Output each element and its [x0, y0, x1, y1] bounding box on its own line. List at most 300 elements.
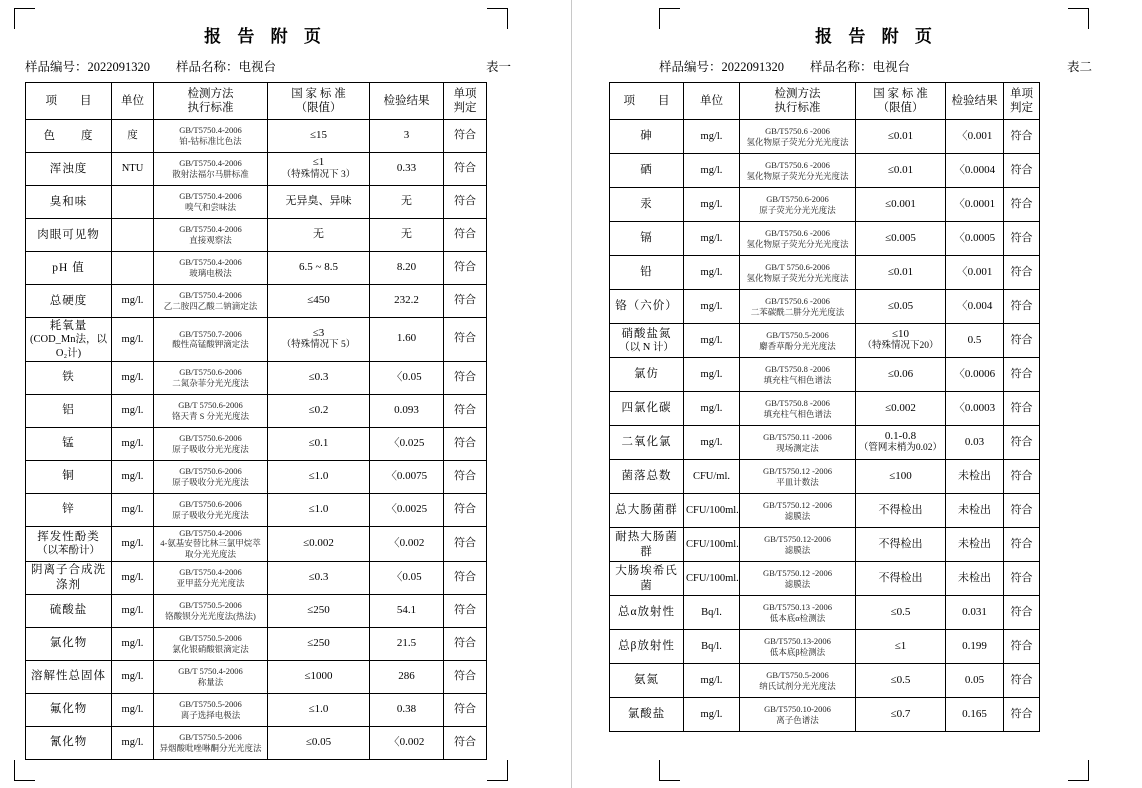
cell-method — [740, 256, 856, 290]
sample-name: 样品名称：电视台 — [176, 60, 277, 74]
cell-item: 锰 — [26, 427, 112, 460]
cell-standard-limit — [856, 528, 946, 562]
method-description: 氯化银硝酸银滴定法 — [172, 643, 249, 654]
cell-standard-limit — [856, 630, 946, 664]
cell-unit: mg/l. — [684, 698, 740, 732]
standard-limit-value: 0.1-0.8 — [884, 429, 917, 442]
cell-judgement: 符合 — [1004, 324, 1040, 358]
cell-method — [740, 222, 856, 256]
cell-item: 总β放射性 — [610, 630, 684, 664]
method-description: 原子吸收分光光度法 — [172, 443, 249, 454]
method-description: 嗅气和尝味法 — [184, 202, 236, 212]
method-description: 二氮杂菲分光光度法 — [172, 377, 249, 388]
cell-result: 〈0.001 — [946, 256, 1004, 290]
method-standard-code: GB/T5750.5-2006 — [179, 698, 242, 709]
cell-result: 8.20 — [370, 252, 444, 285]
method-standard-code: GB/T5750.6 -2006 — [765, 159, 830, 170]
cell-item: 挥发性酚类 （以苯酚计） — [26, 526, 112, 561]
cell-result: 无 — [370, 186, 444, 219]
cell-judgement: 符合 — [444, 120, 487, 153]
cell-unit: mg/l. — [684, 120, 740, 154]
method-standard-code: GB/T5750.6-2006 — [179, 367, 242, 377]
cell-judgement: 符合 — [1004, 698, 1040, 732]
table-row — [26, 361, 487, 394]
cell-unit: CFU/100ml. — [684, 494, 740, 528]
cell-standard-limit — [268, 660, 370, 693]
header-method: 检测方法 执行标准 — [154, 83, 268, 120]
table-row — [610, 528, 1040, 562]
standard-limit-note: （特殊情况下20） — [862, 341, 939, 352]
cell-standard-limit — [856, 290, 946, 324]
standard-limit-value: 不得检出 — [878, 503, 923, 516]
cell-method — [740, 630, 856, 664]
method-standard-code: GB/T5750.12 -2006 — [763, 499, 832, 510]
cell-judgement: 符合 — [1004, 494, 1040, 528]
method-standard-code: GB/T5750.6-2006 — [179, 433, 242, 443]
standard-limit-value: 无异臭、异味 — [285, 195, 352, 208]
cell-item: 臭和味 — [26, 186, 112, 219]
table-row — [26, 120, 487, 153]
cell-item: 氯酸盐 — [610, 698, 684, 732]
cell-result: 未检出 — [946, 562, 1004, 596]
method-description: 二苯碳酰二肼分光光度法 — [750, 306, 845, 317]
cell-result: 0.165 — [946, 698, 1004, 732]
table-name: 表一 — [485, 60, 511, 74]
cell-result: 〈0.004 — [946, 290, 1004, 324]
cell-method — [154, 120, 268, 153]
table-row — [26, 493, 487, 526]
cell-unit: CFU/100ml. — [684, 562, 740, 596]
cell-standard-limit — [268, 493, 370, 526]
method-description: 玻璃电极法 — [189, 268, 232, 278]
cell-item: 氨氮 — [610, 664, 684, 698]
cell-result: 21.5 — [370, 627, 444, 660]
standard-limit-value: ≤100 — [889, 469, 912, 482]
table-row — [610, 222, 1040, 256]
cell-unit: 度 — [112, 120, 154, 153]
cell-judgement: 符合 — [1004, 562, 1040, 596]
meta-row — [0, 57, 571, 75]
cell-method — [154, 285, 268, 318]
cell-result: 〈0.0075 — [370, 460, 444, 493]
method-standard-code: GB/T5750.8 -2006 — [765, 397, 830, 408]
standard-limit-value: ≤0.001 — [885, 197, 916, 210]
sample-no: 样品编号：2022091320 — [25, 60, 151, 74]
cell-unit: NTU — [112, 153, 154, 186]
cell-judgement: 符合 — [444, 219, 487, 252]
cell-standard-limit — [856, 664, 946, 698]
header-unit: 单位 — [684, 83, 740, 120]
cell-unit: mg/l. — [684, 290, 740, 324]
table-header-row — [26, 83, 487, 120]
cell-unit: mg/l. — [684, 664, 740, 698]
cell-judgement: 符合 — [444, 153, 487, 186]
table-row — [610, 664, 1040, 698]
cell-unit: mg/l. — [684, 426, 740, 460]
method-standard-code: GB/T5750.13 -2006 — [763, 601, 832, 612]
cell-result: 54.1 — [370, 594, 444, 627]
method-standard-code: GB/T5750.6-2006 — [766, 193, 829, 204]
method-description: 滤膜法 — [784, 510, 811, 521]
method-description: 现场测定法 — [776, 442, 819, 453]
cell-result: 0.5 — [946, 324, 1004, 358]
cell-item: 溶解性总固体 — [26, 660, 112, 693]
method-standard-code: GB/T5750.6-2006 — [179, 499, 242, 509]
standard-limit-value: 不得检出 — [878, 571, 923, 584]
standard-limit-note: （管网末梢为0.02） — [858, 443, 943, 454]
crop-mark-top-right — [1068, 8, 1089, 29]
cell-item: 阴离子合成洗涤剂 — [26, 561, 112, 594]
standard-limit-value: ≤0.05 — [305, 735, 332, 748]
cell-item: 耐热大肠菌群 — [610, 528, 684, 562]
cell-method — [740, 120, 856, 154]
standard-limit-value: ≤0.3 — [308, 370, 329, 383]
cell-item: 大肠埃希氏菌 — [610, 562, 684, 596]
method-description: 酸性高锰酸钾滴定法 — [172, 339, 249, 350]
cell-item: 铝 — [26, 394, 112, 427]
cell-item: 铬（六价） — [610, 290, 684, 324]
cell-judgement: 符合 — [444, 460, 487, 493]
cell-standard-limit — [268, 394, 370, 427]
cell-method — [740, 596, 856, 630]
cell-unit: mg/l. — [112, 594, 154, 627]
standard-limit-value: ≤1.0 — [308, 702, 329, 715]
cell-result: 未检出 — [946, 494, 1004, 528]
method-standard-code: GB/T5750.6-2006 — [179, 466, 242, 476]
cell-method — [740, 358, 856, 392]
cell-item: 锌 — [26, 493, 112, 526]
cell-judgement: 符合 — [1004, 596, 1040, 630]
cell-item-sub: （以 N 计） — [619, 342, 674, 354]
cell-judgement: 符合 — [444, 394, 487, 427]
header-judge: 单项 判定 — [444, 83, 487, 120]
standard-limit-value: ≤0.5 — [890, 673, 911, 686]
cell-result: 0.031 — [946, 596, 1004, 630]
cell-standard-limit — [856, 494, 946, 528]
cell-method — [740, 460, 856, 494]
cell-judgement: 符合 — [1004, 426, 1040, 460]
cell-item: 氰化物 — [26, 726, 112, 759]
standard-limit-value: 无 — [313, 228, 324, 241]
cell-judgement: 符合 — [1004, 358, 1040, 392]
page-title: 报 告 附 页 — [204, 27, 327, 46]
method-standard-code: GB/T5750.5-2006 — [179, 632, 242, 643]
table-row — [610, 494, 1040, 528]
cell-method — [740, 154, 856, 188]
cell-standard-limit — [268, 153, 370, 186]
method-standard-code: GB/T 5750.6-2006 — [178, 400, 243, 410]
table-name: 表二 — [1066, 60, 1092, 74]
cell-unit: mg/l. — [112, 693, 154, 726]
cell-standard-limit — [268, 594, 370, 627]
table-row — [26, 427, 487, 460]
cell-judgement: 符合 — [1004, 664, 1040, 698]
cell-result: 286 — [370, 660, 444, 693]
cell-result: 〈0.0001 — [946, 188, 1004, 222]
cell-standard-limit — [268, 460, 370, 493]
header-result: 检验结果 — [370, 83, 444, 120]
cell-judgement: 符合 — [1004, 120, 1040, 154]
table-row — [610, 256, 1040, 290]
header-judge: 单项 判定 — [1004, 83, 1040, 120]
results-table-one — [25, 82, 487, 760]
cell-standard-limit — [268, 318, 370, 362]
table-row — [26, 660, 487, 693]
method-description: 称量法 — [197, 676, 224, 687]
method-standard-code: GB/T5750.4-2006 — [179, 125, 242, 136]
cell-standard-limit — [856, 426, 946, 460]
sample-no: 样品编号：2022091320 — [659, 60, 785, 74]
cell-item: 镉 — [610, 222, 684, 256]
table-row — [610, 596, 1040, 630]
cell-result: 〈0.0003 — [946, 392, 1004, 426]
table-row — [26, 594, 487, 627]
method-description: 原子吸收分光光度法 — [172, 509, 249, 520]
cell-method — [154, 460, 268, 493]
cell-standard-limit — [856, 460, 946, 494]
method-description: 填充柱气相色谱法 — [763, 374, 832, 385]
standard-limit-note: （特殊情况下 5） — [281, 340, 356, 351]
cell-item: 色 度 — [26, 120, 112, 153]
method-description: 填充柱气相色谱法 — [763, 408, 832, 419]
cell-method — [154, 361, 268, 394]
cell-item: 汞 — [610, 188, 684, 222]
cell-standard-limit — [268, 627, 370, 660]
cell-unit: mg/l. — [684, 154, 740, 188]
cell-method — [740, 324, 856, 358]
table-row — [610, 392, 1040, 426]
cell-method — [154, 726, 268, 759]
table-row — [26, 252, 487, 285]
table-row — [26, 153, 487, 186]
cell-item: 砷 — [610, 120, 684, 154]
header-method: 检测方法 执行标准 — [740, 83, 856, 120]
standard-limit-value: ≤1.0 — [308, 502, 329, 515]
table-row — [610, 188, 1040, 222]
crop-mark-bottom-left — [14, 760, 35, 781]
standard-limit-value: ≤0.05 — [887, 299, 914, 312]
standard-limit-value: ≤0.3 — [308, 570, 329, 583]
standard-limit-value: ≤0.005 — [885, 231, 916, 244]
cell-item: 铜 — [26, 460, 112, 493]
cell-result: 〈0.0004 — [946, 154, 1004, 188]
cell-method — [154, 318, 268, 362]
cell-judgement: 符合 — [1004, 630, 1040, 664]
cell-standard-limit — [856, 358, 946, 392]
cell-unit: mg/l. — [112, 285, 154, 318]
crop-mark-top-left — [659, 8, 680, 29]
table-row — [610, 120, 1040, 154]
cell-unit: mg/l. — [112, 627, 154, 660]
table-row — [26, 726, 487, 759]
cell-standard-limit — [268, 726, 370, 759]
method-description: 纳氏试剂分光光度法 — [759, 680, 836, 691]
method-description: 铬天青 S 分光光度法 — [172, 410, 249, 421]
cell-result: 232.2 — [370, 285, 444, 318]
cell-judgement: 符合 — [444, 594, 487, 627]
method-description: 离子选择电极法 — [180, 709, 241, 720]
table-row — [26, 318, 487, 362]
cell-method — [154, 493, 268, 526]
cell-judgement: 符合 — [444, 660, 487, 693]
standard-limit-value: ≤250 — [307, 636, 330, 649]
standard-limit-value: 6.5 ~ 8.5 — [299, 261, 338, 274]
cell-judgement: 符合 — [1004, 460, 1040, 494]
cell-method — [154, 526, 268, 561]
cell-result: 〈0.002 — [370, 726, 444, 759]
method-description: 氢化物原子荧光分光光度法 — [746, 238, 849, 249]
page-title: 报 告 附 页 — [815, 27, 938, 46]
cell-item: 总硬度 — [26, 285, 112, 318]
cell-result: 〈0.002 — [370, 526, 444, 561]
cell-judgement: 符合 — [444, 361, 487, 394]
header-result: 检验结果 — [946, 83, 1004, 120]
cell-judgement: 符合 — [1004, 256, 1040, 290]
method-description: 铬酸钡分光光度法(热法) — [165, 610, 256, 621]
method-standard-code: GB/T5750.6 -2006 — [765, 227, 830, 238]
results-table-two — [609, 82, 1040, 732]
cell-result: 〈0.05 — [370, 561, 444, 594]
method-description: 氢化物原子荧光分光光度法 — [746, 170, 849, 181]
cell-result: 〈0.0025 — [370, 493, 444, 526]
method-standard-code: GB/T5750.4-2006 — [179, 527, 242, 538]
table-row — [26, 394, 487, 427]
method-description: 低本底α检测法 — [769, 612, 826, 623]
standard-limit-value: ≤0.01 — [887, 163, 914, 176]
cell-result: 〈0.001 — [946, 120, 1004, 154]
method-standard-code: GB/T5750.8 -2006 — [765, 363, 830, 374]
cell-item: 硒 — [610, 154, 684, 188]
cell-item: 菌落总数 — [610, 460, 684, 494]
cell-item: 硝酸盐氮 （以 N 计） — [610, 324, 684, 358]
standard-limit-value: ≤1.0 — [308, 469, 329, 482]
cell-unit: mg/l. — [112, 660, 154, 693]
method-standard-code: GB/T5750.4-2006 — [179, 224, 242, 235]
cell-item: 总大肠菌群 — [610, 494, 684, 528]
cell-unit: mg/l. — [112, 394, 154, 427]
cell-method — [154, 219, 268, 252]
cell-standard-limit — [856, 256, 946, 290]
cell-unit: CFU/ml. — [684, 460, 740, 494]
table-row — [26, 693, 487, 726]
standard-limit-value: ≤0.06 — [887, 367, 914, 380]
cell-method — [740, 392, 856, 426]
cell-method — [154, 693, 268, 726]
method-standard-code: GB/T5750.5-2006 — [179, 599, 242, 610]
cell-unit: Bq/l. — [684, 596, 740, 630]
cell-judgement: 符合 — [444, 252, 487, 285]
header-item: 项 目 — [26, 83, 112, 120]
standard-limit-value: ≤450 — [307, 294, 330, 307]
crop-mark-bottom-right — [1068, 760, 1089, 781]
cell-item: 铅 — [610, 256, 684, 290]
cell-standard-limit — [856, 562, 946, 596]
method-description: 氢化物原子荧光分光光度法 — [746, 136, 849, 147]
cell-unit: mg/l. — [684, 358, 740, 392]
method-standard-code: GB/T 5750.4-2006 — [178, 665, 243, 676]
cell-method — [154, 627, 268, 660]
method-standard-code: GB/T5750.4-2006 — [179, 566, 242, 577]
sample-name: 样品名称：电视台 — [810, 60, 911, 74]
cell-judgement: 符合 — [444, 526, 487, 561]
cell-judgement: 符合 — [1004, 222, 1040, 256]
standard-limit-note: （特殊情况下 3） — [281, 169, 356, 180]
cell-unit: mg/l. — [684, 222, 740, 256]
cell-result: 0.03 — [946, 426, 1004, 460]
method-description: 直接观察法 — [189, 235, 232, 245]
cell-standard-limit — [856, 392, 946, 426]
header-standard: 国 家 标 准 （限值） — [268, 83, 370, 120]
header-item: 项 目 — [610, 83, 684, 120]
crop-mark-top-right — [487, 8, 508, 29]
cell-item: pH 值 — [26, 252, 112, 285]
cell-judgement: 符合 — [1004, 392, 1040, 426]
table-row — [26, 219, 487, 252]
cell-standard-limit — [268, 252, 370, 285]
method-standard-code: GB/T5750.12 -2006 — [763, 567, 832, 578]
standard-limit-value: ≤10 — [891, 327, 910, 340]
standard-limit-value: ≤0.2 — [308, 403, 329, 416]
cell-unit: mg/l. — [112, 361, 154, 394]
cell-result: 0.093 — [370, 394, 444, 427]
cell-result: 3 — [370, 120, 444, 153]
cell-unit: mg/l. — [112, 526, 154, 561]
standard-limit-value: ≤0.1 — [308, 436, 329, 449]
cell-standard-limit — [268, 526, 370, 561]
standard-limit-value: ≤15 — [309, 129, 328, 142]
cell-result: 〈0.05 — [370, 361, 444, 394]
method-description: 原子荧光分光光度法 — [759, 204, 836, 215]
cell-item: 总α放射性 — [610, 596, 684, 630]
standard-limit-value: ≤1 — [312, 156, 325, 169]
cell-judgement: 符合 — [1004, 188, 1040, 222]
cell-method — [154, 252, 268, 285]
cell-result: 0.199 — [946, 630, 1004, 664]
cell-method — [154, 394, 268, 427]
method-description: 乙二胺四乙酸二钠滴定法 — [163, 301, 258, 311]
cell-item: 氯仿 — [610, 358, 684, 392]
cell-judgement: 符合 — [1004, 528, 1040, 562]
cell-method — [740, 290, 856, 324]
cell-judgement: 符合 — [444, 318, 487, 362]
method-description: 平皿计数法 — [776, 476, 819, 487]
table-row — [610, 358, 1040, 392]
method-standard-code: GB/T5750.7-2006 — [179, 328, 242, 339]
cell-unit — [112, 252, 154, 285]
cell-method — [154, 594, 268, 627]
cell-item: 四氯化碳 — [610, 392, 684, 426]
standard-limit-value: ≤250 — [307, 603, 330, 616]
standard-limit-value: ≤0.01 — [887, 129, 914, 142]
cell-result: 〈0.0005 — [946, 222, 1004, 256]
method-description: 离子色谱法 — [776, 714, 819, 725]
standard-limit-value: ≤0.5 — [890, 605, 911, 618]
cell-unit: CFU/100ml. — [684, 528, 740, 562]
cell-standard-limit — [268, 693, 370, 726]
table-row — [610, 290, 1040, 324]
header-unit: 单位 — [112, 83, 154, 120]
method-standard-code: GB/T5750.4-2006 — [179, 158, 242, 169]
cell-standard-limit — [268, 120, 370, 153]
cell-judgement: 符合 — [444, 285, 487, 318]
method-description: 散射法福尔马肼标准 — [172, 169, 249, 179]
table-row — [610, 154, 1040, 188]
table-row — [26, 627, 487, 660]
cell-judgement: 符合 — [444, 561, 487, 594]
cell-standard-limit — [268, 561, 370, 594]
cell-unit — [112, 219, 154, 252]
cell-result: 1.60 — [370, 318, 444, 362]
